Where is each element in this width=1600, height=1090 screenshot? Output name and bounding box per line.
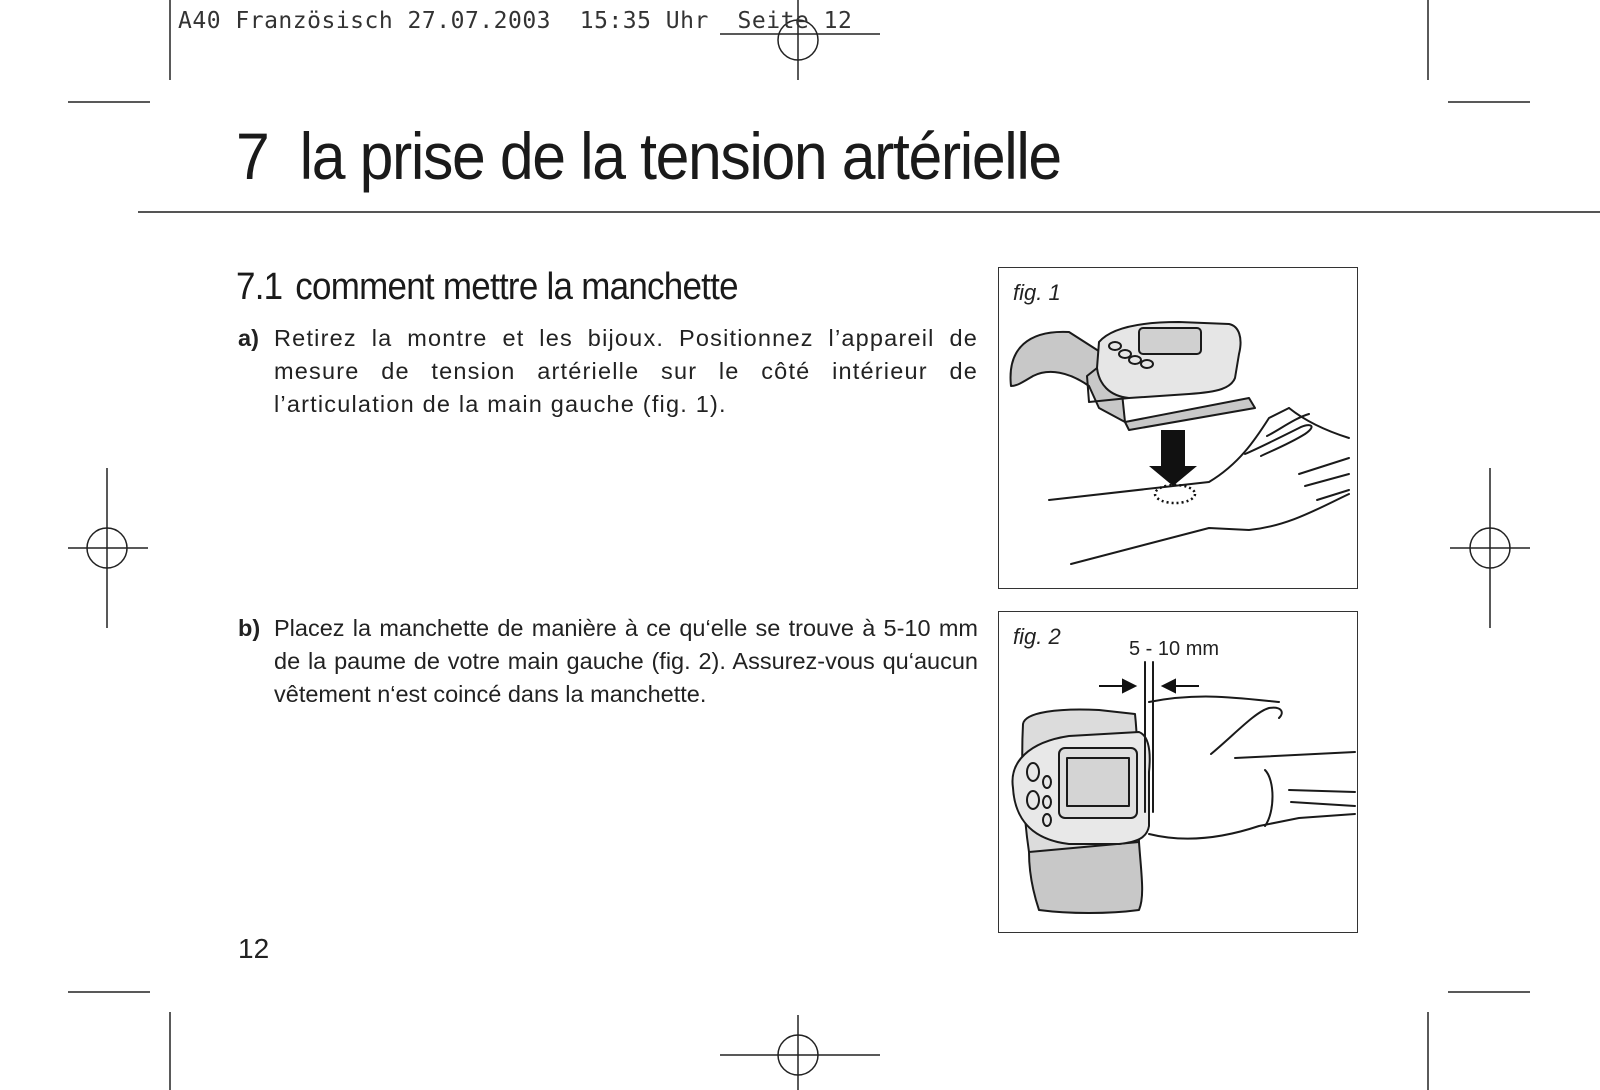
figure-2 — [998, 611, 1358, 933]
chapter-rule — [138, 211, 1600, 213]
distance-label: 5 - 10 mm — [1129, 638, 1220, 660]
instruction-label: b) — [238, 615, 261, 641]
instruction-text: Placez la manchette de manière à ce qu‘elle se trouve à 5-10 mm de la paume de votre main gauche (fig. 2). Assurez-vous qu‘aucun vêtement n‘est coincé dans la manchette. — [274, 615, 978, 707]
section-title: comment mettre la manchette — [295, 266, 738, 308]
instruction-a — [238, 322, 978, 421]
wrist-cuff-placement-illustration — [999, 268, 1357, 588]
instruction-label: a) — [238, 325, 259, 351]
figure-1 — [998, 267, 1358, 589]
page-number: 12 — [238, 933, 270, 964]
chapter-heading — [236, 118, 1061, 194]
section-heading — [236, 266, 738, 309]
instruction-text: Retirez la montre et les bijoux. Positionnez l’appareil de mesure de tension artérielle sur le côté intérieur de l’articulation de la main gauche (fig. 1). — [274, 325, 978, 417]
print-slug: A40 Französisch 27.07.2003 15:35 Uhr Seite 12 — [178, 8, 853, 34]
instruction-b — [238, 612, 978, 711]
chapter-number: 7 — [236, 119, 269, 193]
chapter-title: la prise de la tension artérielle — [299, 119, 1061, 193]
figure-label: fig. 1 — [1013, 280, 1061, 305]
section-number: 7.1 — [236, 266, 283, 308]
figure-label: fig. 2 — [1013, 624, 1061, 649]
